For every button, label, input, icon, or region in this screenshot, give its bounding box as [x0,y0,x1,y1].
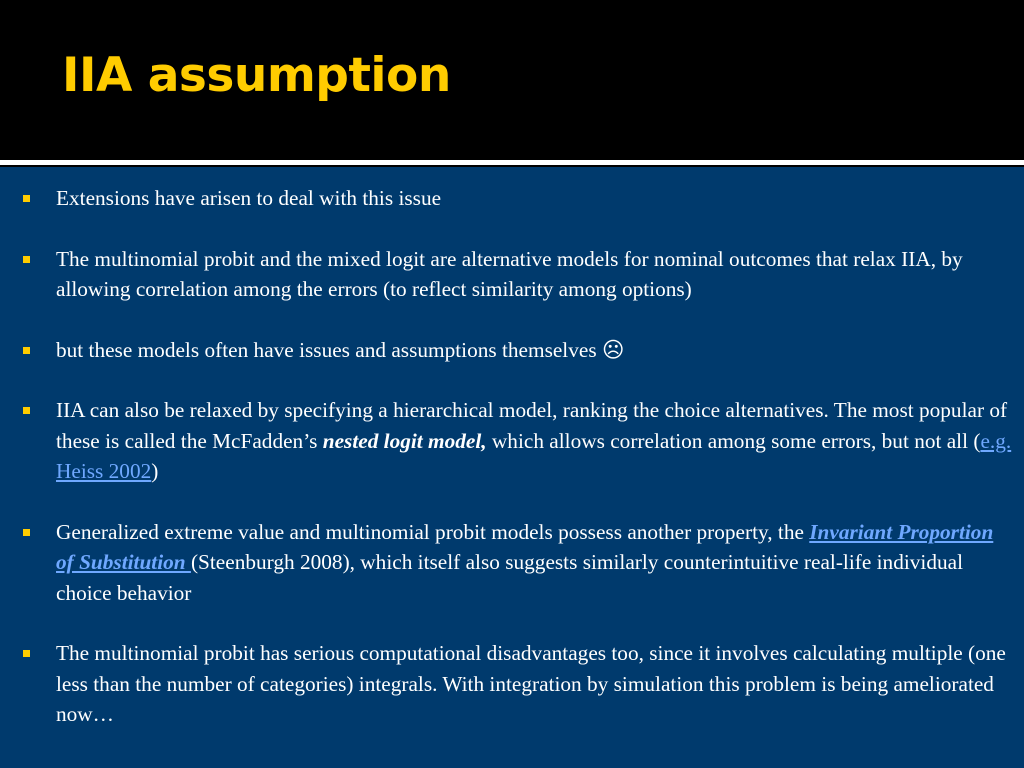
heiss-2002-link[interactable]: e.g. Heiss 2002 [56,428,1012,483]
bullet-item [0,244,1024,305]
invariant-proportion-link[interactable]: Invariant Proportion of Substitution [56,519,994,574]
bullet-square-icon [23,195,30,202]
bullet-text: IIA can also be relaxed by specifying a hierarchical model, ranking the choice alternatives. The most popular of these is called the McFadden’s [56,398,1008,453]
title-band [0,0,1024,158]
bullet-item [0,335,1024,366]
bullet-square-icon [23,407,30,414]
slide-body [0,167,1024,768]
bullet-text: The multinomial probit has serious computational disadvantages too, since it involves calculating multiple (one less than the number of categories) integrals. With integration by simulation this problem is being ameliorated now… [56,641,1006,726]
bullet-list [0,183,1024,760]
bullet-item [0,638,1024,730]
bullet-text: ) [151,459,159,483]
slide-title: IIA assumption [62,48,451,103]
bullet-square-icon [23,529,30,536]
bullet-square-icon [23,256,30,263]
bullet-square-icon [23,347,30,354]
bullet-item [0,183,1024,214]
bullet-text: Generalized extreme value and multinomial probit models possess another property, the [56,519,810,544]
nested-logit-emphasis: nested logit model, [322,428,487,453]
bullet-item [0,395,1024,487]
bullet-item [0,517,1024,609]
bullet-square-icon [23,650,30,657]
bullet-text: but these models often have issues and assumptions themselves ☹ [56,337,625,362]
title-divider [0,160,1024,165]
bullet-text: Extensions have arisen to deal with this issue [56,186,442,210]
bullet-text: The multinomial probit and the mixed logit are alternative models for nominal outcomes that relax IIA, by allowing correlation among the errors (to reflect similarity among options) [56,246,963,301]
bullet-text: (Steenburgh 2008), which itself also suggests similarly counterintuitive real-life individual choice behavior [56,550,963,605]
bullet-text: which allows correlation among some errors, but not all ( [486,428,981,453]
